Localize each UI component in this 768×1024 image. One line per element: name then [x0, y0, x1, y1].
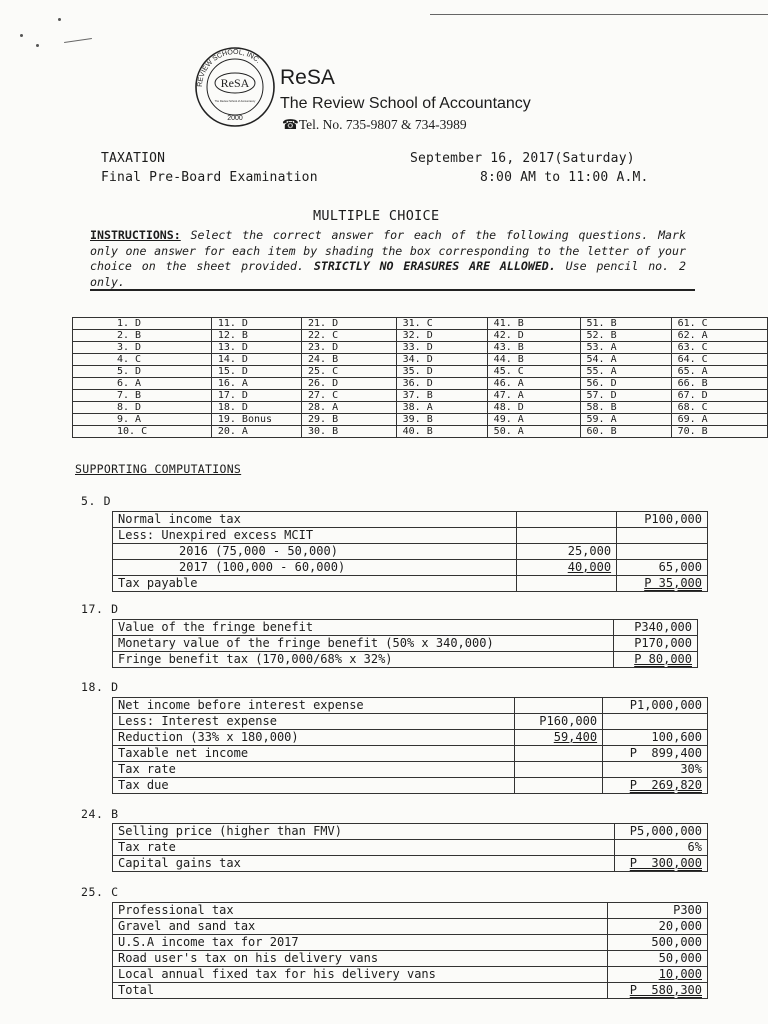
table-row: [113, 951, 708, 967]
logo-sub: The Review School of Accountancy: [214, 100, 256, 103]
answer-key-cell: 55. A: [580, 366, 671, 378]
cell-amount: 40,000: [517, 560, 617, 576]
cell-amount: [517, 576, 617, 592]
table-row: [113, 746, 708, 762]
answer-key-row: [73, 390, 768, 402]
answer-key-cell: 12. B: [211, 330, 301, 342]
table-row: [113, 919, 708, 935]
instructions-end: Use pencil no. 2 only.: [90, 259, 686, 289]
answer-key-cell: 49. A: [487, 414, 580, 426]
cell-total: 65,000: [617, 560, 708, 576]
cell-total: 10,000: [608, 967, 708, 983]
table-row: [113, 560, 708, 576]
cell-amount: [515, 762, 603, 778]
scan-speck: [20, 34, 23, 37]
table-row: [113, 840, 708, 856]
answer-key-cell: 64. C: [671, 354, 767, 366]
computation-table-q18: [112, 697, 708, 794]
computation-table-q17: [112, 619, 698, 668]
question-label: 5. D: [81, 494, 112, 508]
instructions-strict: STRICTLY NO ERASURES ARE ALLOWED.: [313, 259, 556, 273]
answer-key-cell: 32. D: [396, 330, 487, 342]
scan-speck: [36, 44, 39, 47]
cell-label: Less: Unexpired excess MCIT: [113, 528, 517, 544]
answer-key-row: [73, 342, 768, 354]
cell-label: Reduction (33% x 180,000): [113, 730, 515, 746]
table-row: [113, 512, 708, 528]
answer-key-cell: 30. B: [302, 426, 397, 438]
answer-key-cell: 56. D: [580, 378, 671, 390]
answer-key-cell: 54. A: [580, 354, 671, 366]
cell-total: 20,000: [608, 919, 708, 935]
section-title: MULTIPLE CHOICE: [313, 208, 440, 224]
answer-key-cell: 19. Bonus: [211, 414, 301, 426]
cell-label: Professional tax: [113, 903, 608, 919]
answer-key-cell: 46. A: [487, 378, 580, 390]
scan-edge-line: [430, 14, 768, 15]
cell-label: Net income before interest expense: [113, 698, 515, 714]
table-row: [113, 730, 708, 746]
answer-key-cell: 13. D: [211, 342, 301, 354]
cell-total: 6%: [615, 840, 708, 856]
cell-total: P 35,000: [617, 576, 708, 592]
answer-key-cell: 70. B: [671, 426, 767, 438]
answer-key-cell: 9. A: [73, 414, 212, 426]
cell-total: P 80,000: [614, 652, 698, 668]
answer-key-cell: 2. B: [73, 330, 212, 342]
table-row: [113, 528, 708, 544]
cell-total: P 300,000: [615, 856, 708, 872]
cell-amount: P160,000: [515, 714, 603, 730]
answer-key-cell: 48. D: [487, 402, 580, 414]
answer-key-cell: 8. D: [73, 402, 212, 414]
cell-label: Tax payable: [113, 576, 517, 592]
table-row: [113, 544, 708, 560]
exam-subject: TAXATION: [101, 151, 166, 166]
answer-key-table: [72, 317, 768, 438]
cell-total: P5,000,000: [615, 824, 708, 840]
answer-key-cell: 39. B: [396, 414, 487, 426]
question-label: 25. C: [81, 885, 119, 899]
answer-key-cell: 62. A: [671, 330, 767, 342]
cell-total: P300: [608, 903, 708, 919]
answer-key-cell: 36. D: [396, 378, 487, 390]
answer-key-cell: 21. D: [302, 318, 397, 330]
table-row: [113, 652, 698, 668]
answer-key-cell: 59. A: [580, 414, 671, 426]
answer-key-cell: 18. D: [211, 402, 301, 414]
table-row: [113, 576, 708, 592]
exam-date: September 16, 2017(Saturday): [410, 151, 635, 166]
cell-label: Gravel and sand tax: [113, 919, 608, 935]
table-row: [113, 983, 708, 999]
answer-key-row: [73, 414, 768, 426]
answer-key-cell: 4. C: [73, 354, 212, 366]
answer-key-row: [73, 318, 768, 330]
cell-amount: [515, 778, 603, 794]
cell-amount: [515, 698, 603, 714]
computation-table-q24: [112, 823, 708, 872]
cell-label: Capital gains tax: [113, 856, 615, 872]
instructions-rule: [90, 289, 695, 291]
cell-label: Monetary value of the fringe benefit (50% x 340,000): [113, 636, 614, 652]
answer-key-cell: 38. A: [396, 402, 487, 414]
cell-total: [617, 544, 708, 560]
instructions: [90, 228, 686, 290]
cell-label: 2016 (75,000 - 50,000): [113, 544, 517, 560]
answer-key-cell: 58. B: [580, 402, 671, 414]
answer-key-cell: 20. A: [211, 426, 301, 438]
answer-key-cell: 14. D: [211, 354, 301, 366]
cell-total: P170,000: [614, 636, 698, 652]
cell-total: P 580,300: [608, 983, 708, 999]
answer-key-cell: 31. C: [396, 318, 487, 330]
answer-key-cell: 60. B: [580, 426, 671, 438]
table-row: [113, 903, 708, 919]
answer-key-cell: 35. D: [396, 366, 487, 378]
logo-text: ReSA: [220, 76, 250, 90]
answer-key-cell: 52. B: [580, 330, 671, 342]
table-row: [113, 620, 698, 636]
exam-time: 8:00 AM to 11:00 A.M.: [480, 170, 649, 185]
table-row: [113, 967, 708, 983]
cell-label: Total: [113, 983, 608, 999]
answer-key-cell: 24. B: [302, 354, 397, 366]
cell-amount: [517, 512, 617, 528]
question-label: 18. D: [81, 680, 119, 694]
answer-key-cell: 3. D: [73, 342, 212, 354]
cell-label: Normal income tax: [113, 512, 517, 528]
answer-key-cell: 7. B: [73, 390, 212, 402]
cell-total: 30%: [603, 762, 708, 778]
answer-key-cell: 1. D: [73, 318, 212, 330]
table-row: [113, 636, 698, 652]
answer-key-cell: 16. A: [211, 378, 301, 390]
answer-key-cell: 53. A: [580, 342, 671, 354]
logo-year: 2000: [227, 115, 243, 122]
answer-key-cell: 43. B: [487, 342, 580, 354]
computation-table-q5: [112, 511, 708, 592]
computation-table-q25: [112, 902, 708, 999]
cell-total: P340,000: [614, 620, 698, 636]
answer-key-cell: 68. C: [671, 402, 767, 414]
cell-amount: [517, 528, 617, 544]
cell-total: P1,000,000: [603, 698, 708, 714]
cell-label: Fringe benefit tax (170,000/68% x 32%): [113, 652, 614, 668]
resa-seal-logo: [194, 46, 276, 128]
answer-key-cell: 29. B: [302, 414, 397, 426]
instructions-text: Select the correct answer for each of the following questions. Mark only one answer for each item by shading the box corresponding to the letter of your choice on the sheet provided.: [90, 228, 686, 273]
answer-key-cell: 41. B: [487, 318, 580, 330]
answer-key-cell: 44. B: [487, 354, 580, 366]
cell-total: [617, 528, 708, 544]
cell-label: Local annual fixed tax for his delivery vans: [113, 967, 608, 983]
answer-key-cell: 47. A: [487, 390, 580, 402]
answer-key-cell: 22. C: [302, 330, 397, 342]
cell-total: P 899,400: [603, 746, 708, 762]
brand-full-name: The Review School of Accountancy: [280, 95, 531, 112]
answer-key-cell: 25. C: [302, 366, 397, 378]
cell-label: Less: Interest expense: [113, 714, 515, 730]
answer-key-row: [73, 366, 768, 378]
answer-key-cell: 57. D: [580, 390, 671, 402]
question-label: 24. B: [81, 807, 119, 821]
cell-total: P100,000: [617, 512, 708, 528]
cell-label: Tax rate: [113, 840, 615, 856]
answer-key-cell: 40. B: [396, 426, 487, 438]
instructions-label: INSTRUCTIONS:: [90, 228, 181, 242]
cell-label: Road user's tax on his delivery vans: [113, 951, 608, 967]
cell-label: Taxable net income: [113, 746, 515, 762]
table-row: [113, 935, 708, 951]
supporting-computations-title: SUPPORTING COMPUTATIONS: [75, 462, 242, 476]
table-row: [113, 698, 708, 714]
cell-total: [603, 714, 708, 730]
answer-key-row: [73, 426, 768, 438]
scan-mark: [64, 38, 92, 43]
cell-label: 2017 (100,000 - 60,000): [113, 560, 517, 576]
answer-key-cell: 23. D: [302, 342, 397, 354]
cell-label: Tax rate: [113, 762, 515, 778]
answer-key-cell: 27. C: [302, 390, 397, 402]
answer-key-cell: 5. D: [73, 366, 212, 378]
cell-label: Selling price (higher than FMV): [113, 824, 615, 840]
answer-key-cell: 6. A: [73, 378, 212, 390]
answer-key-cell: 61. C: [671, 318, 767, 330]
answer-key-cell: 63. C: [671, 342, 767, 354]
scan-speck: [58, 18, 61, 21]
cell-label: Tax due: [113, 778, 515, 794]
brand-telephone: ☎Tel. No. 735-9807 & 734-3989: [282, 117, 467, 132]
cell-label: U.S.A income tax for 2017: [113, 935, 608, 951]
answer-key-cell: 26. D: [302, 378, 397, 390]
cell-amount: 59,400: [515, 730, 603, 746]
answer-key-cell: 17. D: [211, 390, 301, 402]
table-row: [113, 762, 708, 778]
answer-key-row: [73, 378, 768, 390]
cell-total: 500,000: [608, 935, 708, 951]
cell-total: 50,000: [608, 951, 708, 967]
answer-key-cell: 65. A: [671, 366, 767, 378]
answer-key-row: [73, 402, 768, 414]
answer-key-cell: 69. A: [671, 414, 767, 426]
cell-amount: [515, 746, 603, 762]
answer-key-cell: 45. C: [487, 366, 580, 378]
answer-key-cell: 51. B: [580, 318, 671, 330]
cell-total: 100,600: [603, 730, 708, 746]
answer-key-cell: 66. B: [671, 378, 767, 390]
answer-key-cell: 15. D: [211, 366, 301, 378]
exam-title: Final Pre-Board Examination: [101, 170, 318, 185]
answer-key-row: [73, 330, 768, 342]
answer-key-cell: 42. D: [487, 330, 580, 342]
answer-key-row: [73, 354, 768, 366]
question-label: 17. D: [81, 602, 119, 616]
answer-key-cell: 10. C: [73, 426, 212, 438]
answer-key-cell: 67. D: [671, 390, 767, 402]
answer-key-cell: 33. D: [396, 342, 487, 354]
brand-name: ReSA: [280, 66, 335, 89]
table-row: [113, 824, 708, 840]
table-row: [113, 778, 708, 794]
cell-amount: 25,000: [517, 544, 617, 560]
cell-total: P 269,820: [603, 778, 708, 794]
answer-key-cell: 50. A: [487, 426, 580, 438]
table-row: [113, 714, 708, 730]
answer-key-cell: 28. A: [302, 402, 397, 414]
table-row: [113, 856, 708, 872]
logo-ring-text: REVIEW SCHOOL, INC.: [196, 48, 262, 88]
answer-key-cell: 34. D: [396, 354, 487, 366]
answer-key-cell: 11. D: [211, 318, 301, 330]
answer-key-cell: 37. B: [396, 390, 487, 402]
cell-label: Value of the fringe benefit: [113, 620, 614, 636]
